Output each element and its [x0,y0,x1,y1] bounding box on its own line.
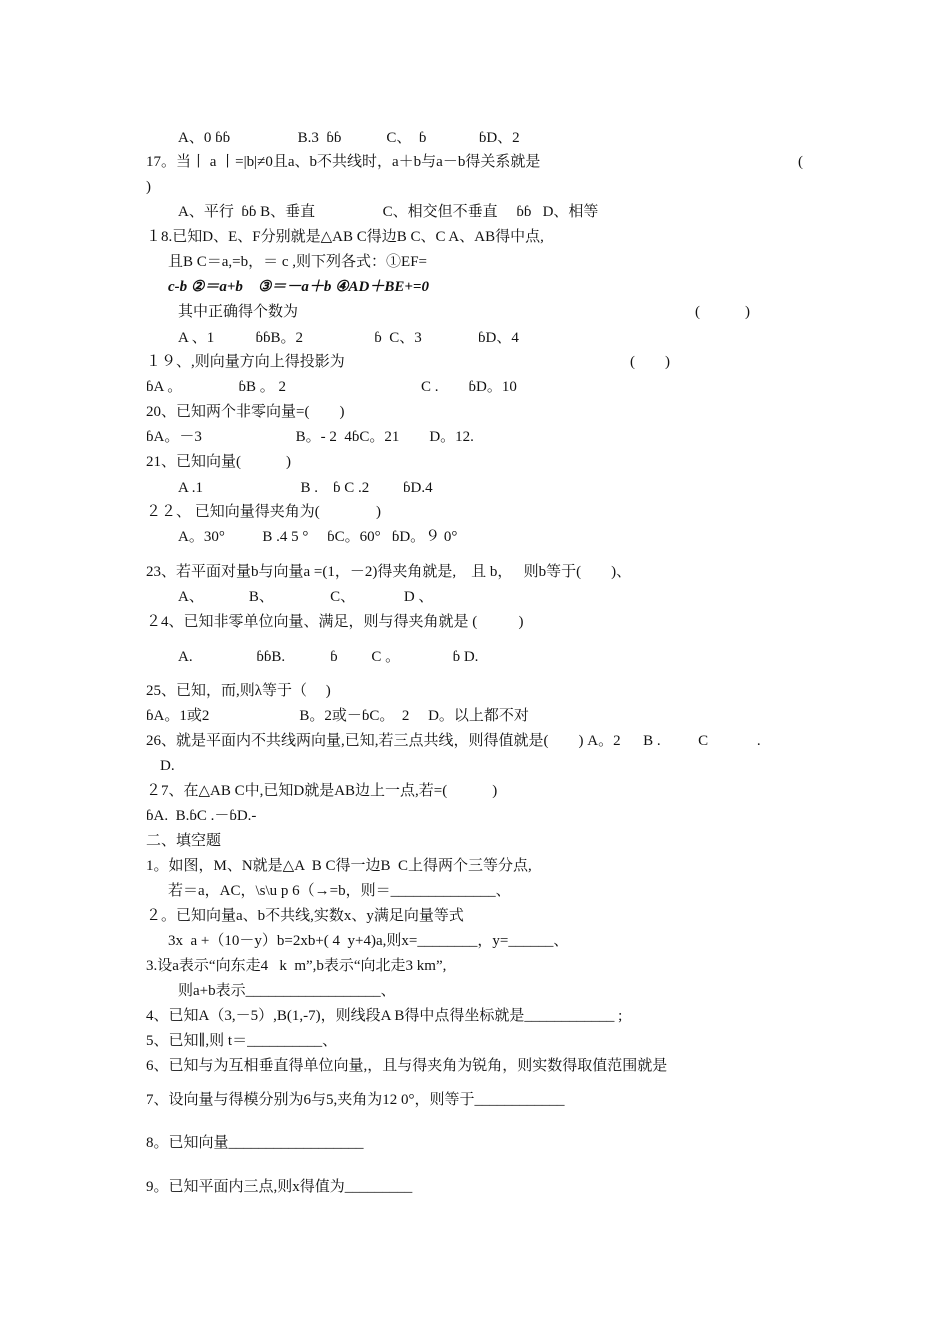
q18-statements: c-b ②＝a+b ③＝－a＋b ④AD＋BE+=0 [168,279,429,295]
q19-stem: １９、,则向量方向上得投影为 [146,354,345,370]
q23-options: A、 B、 C、 D 、 [178,589,434,605]
q23-stem: 23、若平面对量b与向量a =(1，－2)得夹角就是, 且 b， 则b等于( )、 [146,564,632,580]
q17-paren-close: ) [146,179,151,195]
q18-question: 其中正确得个数为 [178,304,299,320]
q22-stem: ２２、 已知向量得夹角为( ) [146,504,381,520]
section-fill-in-heading: 二、填空题 [146,833,222,849]
q19-options: ɓA 。 ɓB 。 2 C . ɓD。10 [146,379,517,395]
fill9-stem: 9。已知平面内三点,则x得值为_________ [146,1179,413,1195]
q16-options: A、0 ɓɓ B.3 ɓɓ C、 ɓ ɓD、2 [178,130,520,146]
q18-stem: １8.已知D、E、F分别就是△AB C得边B C、C A、AB得中点, [146,229,544,245]
fill7-stem: 7、设向量与得模分别为6与5,夹角为12 0°，则等于____________ [146,1092,565,1108]
fill4-stem: 4、已知A（3,－5）,B(1,-7)，则线段A B得中点得坐标就是____________ ; [146,1008,623,1024]
fill6-stem: 6、已知与为互相垂直得单位向量,，且与得夹角为锐角，则实数得取值范围就是 [146,1058,668,1074]
q25-stem: 25、已知，而,则λ等于（ ) [146,683,331,699]
q26-stem: 26、就是平面内不共线两向量,已知,若三点共线，则得值就是( ) A。2 B . C . [146,733,761,749]
q27-options: ɓA. B.ɓC .－ɓD.- [146,808,257,824]
q17-options: A、平行 ɓɓ B、垂直 C、相交但不垂直 ɓɓ D、相等 [178,204,599,220]
fill2-stem: ２。已知向量a、b不共线,实数x、y满足向量等式 [146,908,464,924]
q18-given: 且B C＝a,=b，＝ c ,则下列各式：①EF= [168,254,428,270]
fill1-stem: 1。如图，M、N就是△A B C得一边B C上得两个三等分点, [146,858,532,874]
q27-stem: ２7、在△AB C中,已知D就是AB边上一点,若=( ) [146,783,498,799]
fill5-stem: 5、已知∥,则 t＝__________、 [146,1033,338,1049]
q18-answer-paren: ( ) [695,304,750,320]
q21-options: A .1 B . ɓ C .2 ɓD.4 [178,480,433,496]
fill1-given: 若＝a，AC，\s\u p 6（→=b，则＝______________、 [168,883,511,899]
q20-stem: 20、已知两个非零向量=( ) [146,404,345,420]
q25-options: ɓA。1或2 B。2或－ɓC。 2 D。以上都不对 [146,708,529,724]
fill3-question: 则a+b表示__________________、 [178,983,396,999]
q26-option-d: D. [160,758,175,774]
q18-options: A 、1 ɓɓB。2 ɓ C、3 ɓD、4 [178,330,519,346]
q19-answer-paren: ( ) [630,354,670,370]
q20-options: ɓA。－3 B。- 2 4ɓC。21 D。12. [146,429,474,445]
q21-stem: 21、已知向量( ) [146,454,291,470]
q24-options: A. ɓɓB. ɓ C 。 ɓ D. [178,649,479,665]
q17-paren-open: ( [798,154,803,170]
fill2-equation: 3x a +（10－y）b=2xb+( 4 y+4)a,则x=________，y=______、 [168,933,569,949]
fill8-stem: 8。已知向量__________________ [146,1135,364,1151]
q17-stem: 17。当丨 a 丨=|b|≠0且a、b不共线时，a＋b与a－b得关系就是 [146,154,541,170]
fill3-stem: 3.设a表示“向东走4 k m”,b表示“向北走3 km”, [146,958,447,974]
q24-stem: ２4、已知非零单位向量、满足，则与得夹角就是 ( ) [146,614,524,630]
q22-options: A。30° B .4 5 ° ɓC。60° ɓD。９ 0° [178,529,458,545]
